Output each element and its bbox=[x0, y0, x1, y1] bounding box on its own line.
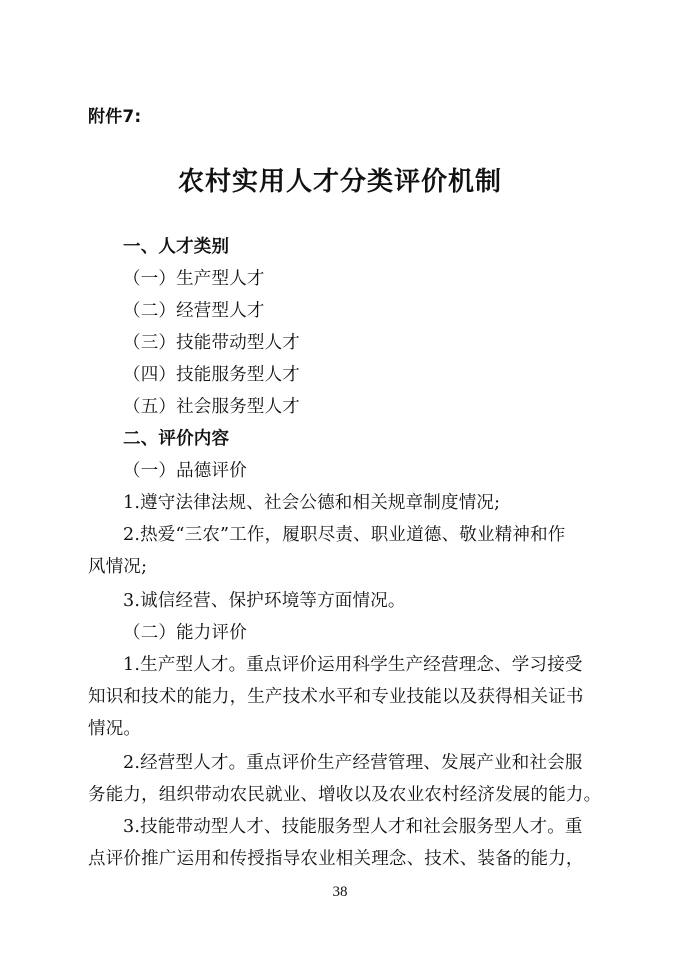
paragraph-line: 务能力，组织带动农民就业、增收以及农业农村经济发展的能力。 bbox=[88, 785, 602, 805]
page-title: 农村实用人才分类评价机制 bbox=[177, 167, 502, 197]
subsection-heading: （二）能力评价 bbox=[123, 623, 247, 643]
paragraph-line: 3.诚信经营、保护环境等方面情况。 bbox=[123, 591, 406, 611]
paragraph-line: 2.经营型人才。重点评价生产经营管理、发展产业和社会服 bbox=[123, 753, 583, 773]
list-item: （三）技能带动型人才 bbox=[123, 333, 300, 353]
list-item: （一）生产型人才 bbox=[123, 269, 265, 289]
paragraph-line: 知识和技术的能力，生产技术水平和专业技能以及获得相关证书 bbox=[88, 687, 584, 707]
section-heading: 一、人才类别 bbox=[123, 237, 230, 257]
paragraph-line: 3.技能带动型人才、技能服务型人才和社会服务型人才。重 bbox=[123, 817, 583, 837]
paragraph-line: 风情况; bbox=[88, 557, 148, 577]
paragraph-line: 1.生产型人才。重点评价运用科学生产经营理念、学习接受 bbox=[123, 655, 583, 675]
list-item: （二）经营型人才 bbox=[123, 301, 265, 321]
paragraph-line: 1.遵守法律法规、社会公德和相关规章制度情况; bbox=[123, 493, 501, 513]
list-item: （五）社会服务型人才 bbox=[123, 397, 300, 417]
paragraph-line: 情况。 bbox=[88, 719, 142, 739]
attachment-label: 附件7: bbox=[88, 107, 142, 127]
section-heading: 二、评价内容 bbox=[123, 429, 230, 449]
list-item: （四）技能服务型人才 bbox=[123, 365, 300, 385]
page-number: 38 bbox=[332, 884, 348, 900]
paragraph-line: 点评价推广运用和传授指导农业相关理念、技术、装备的能力， bbox=[88, 849, 584, 869]
paragraph-line: 2.热爱“三农”工作，履职尽责、职业道德、敬业精神和作 bbox=[123, 525, 566, 545]
subsection-heading: （一）品德评价 bbox=[123, 461, 247, 481]
